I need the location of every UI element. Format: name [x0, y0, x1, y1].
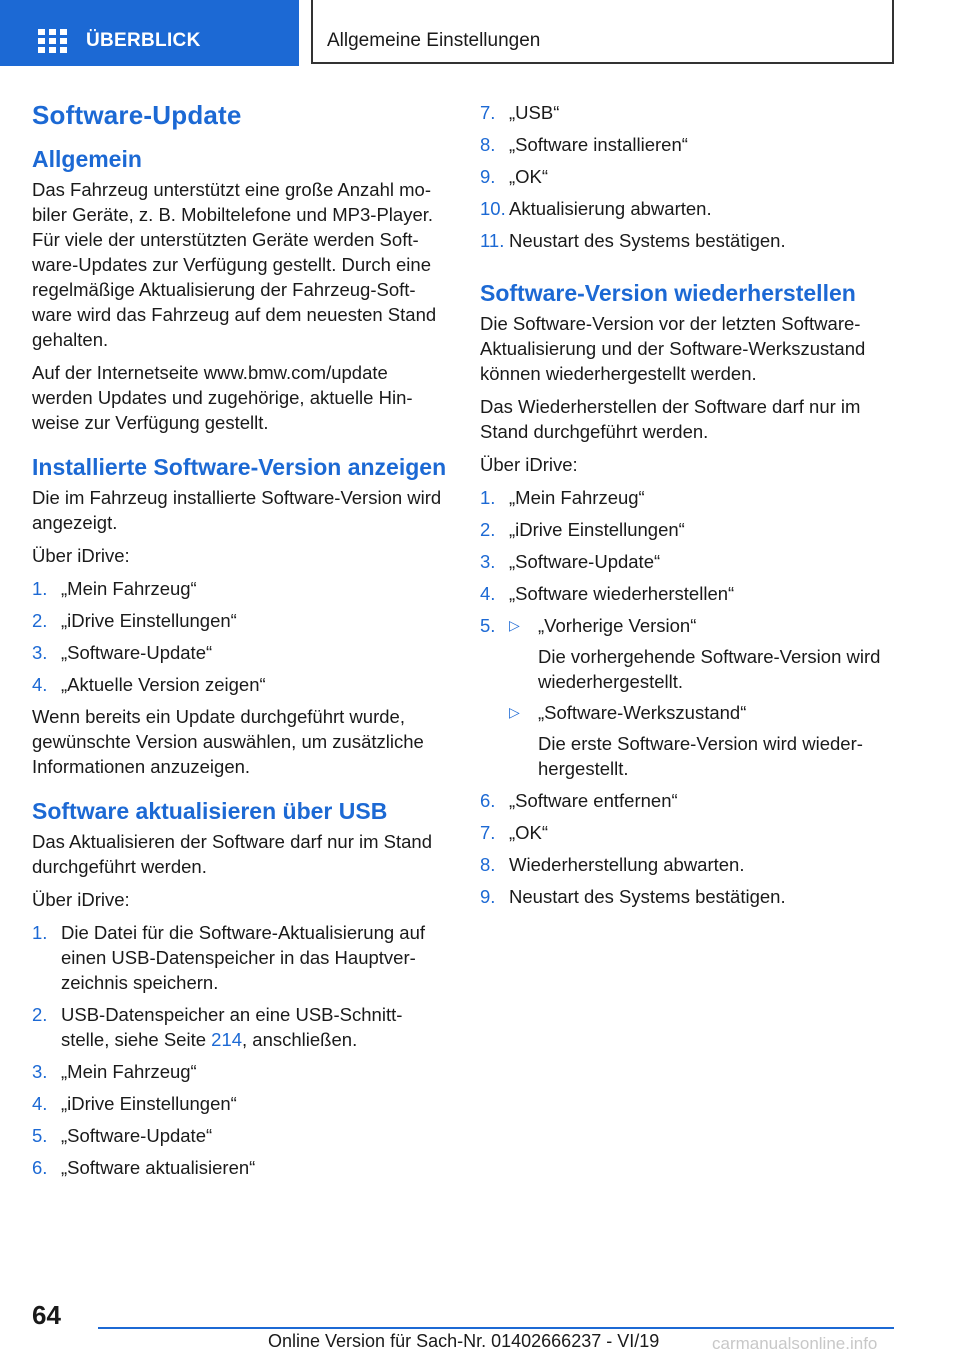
list-item: 7. „USB“ — [480, 102, 560, 123]
section-tab[interactable] — [311, 0, 894, 64]
heading-restore-version: Software-Version wiederherstellen — [480, 280, 856, 306]
footer-text: Online Version für Sach-Nr. 01402666237 - VI/19 — [268, 1331, 660, 1351]
option-item: ▷ „Vorherige Version“ Die vorhergehende Software-Version wird wiederhergestellt. — [509, 615, 881, 692]
list-item: 6. „Software aktualisieren“ — [32, 1157, 256, 1178]
list-item: 3. „Software-Update“ — [480, 551, 661, 572]
heading-usb-update: Software aktualisieren über USB — [32, 798, 388, 824]
list-item: 9. Neustart des Systems bestätigen. — [480, 886, 786, 907]
steps-list-installed — [32, 576, 450, 697]
paragraph: Auf der Internetseite www.bmw.com/update werden Updates und zugehörige, aktuelle Hin-weise zur Verfügung gestellt. — [32, 362, 413, 433]
list-item: 1. „Mein Fahrzeug“ — [480, 487, 645, 508]
left-column — [32, 100, 450, 1187]
list-item: 4. „Software wiederherstellen“ — [480, 583, 735, 604]
paragraph: Das Fahrzeug unterstützt eine große Anzahl mo-biler Geräte, z. B. Mobiltelefone und MP3-Player. Für viele der unterstützten Geräte werden Soft-ware-Updates zur Verfügung gestellt. Durch eine regelmäßige Aktualisierung der Fahrzeug-Soft-ware wird das Fahrzeug auf dem neuesten Stand gehalten. — [32, 179, 437, 350]
watermark: carmanualsonline.info — [712, 1334, 878, 1353]
list-item: 2. „iDrive Einstellungen“ — [32, 610, 237, 631]
paragraph: Das Wiederherstellen der Software darf nur im Stand durchgeführt werden. — [480, 396, 861, 442]
list-item: 3. „Software-Update“ — [32, 642, 213, 663]
paragraph: Über iDrive: — [32, 889, 130, 910]
list-item: 2. USB-Datenspeicher an eine USB-Schnitt-stelle, siehe Seite 214, anschließen. — [32, 1004, 403, 1050]
paragraph: Wenn bereits ein Update durchgeführt wurde, gewünschte Version auswählen, um zusätzliche Informationen anzuzeigen. — [32, 706, 424, 777]
page-title: Software-Update — [32, 100, 242, 130]
list-item: 9. „OK“ — [480, 166, 549, 187]
list-item: 1. „Mein Fahrzeug“ — [32, 578, 197, 599]
steps-list-restore — [480, 485, 900, 909]
paragraph: Das Aktualisieren der Software darf nur im Stand durchgeführt werden. — [32, 831, 432, 877]
option-item: ▷ „Software-Werkszustand“ Die erste Software-Version wird wieder-hergestellt. — [509, 702, 863, 779]
paragraph: Über iDrive: — [32, 545, 130, 566]
list-item: 6. „Software entfernen“ — [480, 790, 678, 811]
heading-allgemein: Allgemein — [32, 146, 142, 172]
top-navigation — [0, 0, 960, 68]
triangle-right-icon: ▷ — [509, 704, 520, 720]
steps-list-usb — [32, 920, 450, 1180]
overview-tab[interactable] — [0, 0, 299, 66]
list-item: 4. „Aktuelle Version zeigen“ — [32, 674, 266, 695]
list-item: 10. Aktualisierung abwarten. — [480, 198, 712, 219]
right-column — [480, 100, 900, 916]
list-item: 5. ▷ „Vorherige Version“ Die vorhergehende Software-Version wird wiederhergestellt. ▷ „Software-Werkszustand“ Die erste Software-Version wird wieder-hergestellt. — [480, 613, 900, 781]
list-item: 2. „iDrive Einstellungen“ — [480, 519, 685, 540]
page-link-214[interactable]: 214 — [211, 1029, 243, 1050]
steps-list-usb-continued — [480, 100, 900, 253]
heading-installed-version: Installierte Software-Version anzeigen — [32, 454, 447, 480]
list-item: 1. Die Datei für die Software-Aktualisierung auf einen USB-Datenspeicher in das Hauptver-zeichnis speichern. — [32, 922, 426, 993]
paragraph: Über iDrive: — [480, 454, 578, 475]
paragraph: Die im Fahrzeug installierte Software-Version wird angezeigt. — [32, 487, 442, 533]
section-tab-label: Allgemeine Einstellungen — [327, 30, 541, 51]
list-item: 3. „Mein Fahrzeug“ — [32, 1061, 197, 1082]
list-item: 7. „OK“ — [480, 822, 549, 843]
page-number: 64 — [32, 1300, 61, 1330]
option-list — [509, 613, 900, 781]
list-item: 4. „iDrive Einstellungen“ — [32, 1093, 237, 1114]
paragraph: Die Software-Version vor der letzten Software-Aktualisierung und der Software-Werkszustand können wiederhergestellt werden. — [480, 313, 866, 384]
list-item: 5. „Software-Update“ — [32, 1125, 213, 1146]
list-item: 11. Neustart des Systems bestätigen. — [480, 230, 786, 251]
grid-menu-icon — [38, 29, 68, 53]
triangle-right-icon: ▷ — [509, 617, 520, 633]
footer-divider — [98, 1327, 894, 1329]
list-item: 8. „Software installieren“ — [480, 134, 688, 155]
list-item: 8. Wiederherstellung abwarten. — [480, 854, 745, 875]
overview-tab-label: ÜBERBLICK — [86, 30, 201, 51]
